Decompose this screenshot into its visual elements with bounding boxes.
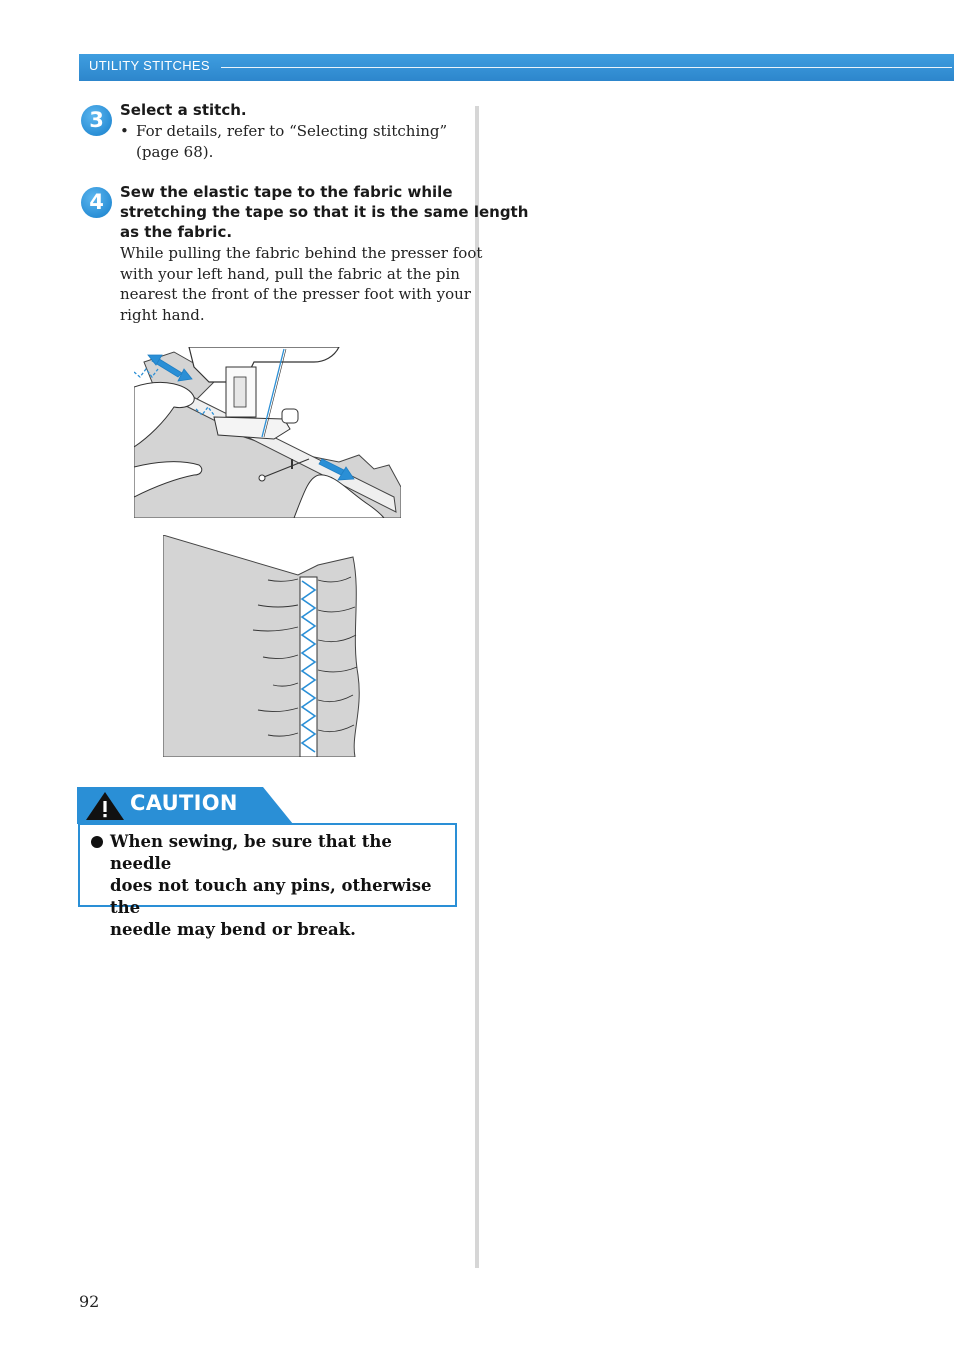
step-3-bullet-line-2: (page 68).	[136, 142, 214, 161]
presser-foot	[214, 417, 290, 439]
page-number: 92	[79, 1292, 100, 1311]
bullet-mark: •	[120, 122, 129, 140]
fabric-panel	[163, 535, 359, 757]
step-3-title: Select a stitch.	[120, 101, 247, 119]
step-4-title-line-1: Sew the elastic tape to the fabric while	[120, 183, 453, 201]
step-3-bullet-line-1: For details, refer to “Selecting stitching”	[136, 122, 448, 140]
step-4-body-line-3: nearest the front of the presser foot with your	[120, 285, 471, 303]
caution-line-3: needle may bend or break.	[110, 920, 356, 939]
header-rule	[221, 67, 952, 68]
caution-title: CAUTION	[130, 791, 238, 815]
gathered-fabric-illustration	[163, 535, 363, 757]
step-4-body-line-4: right hand.	[120, 305, 205, 324]
caution-line-1: When sewing, be sure that the needle	[110, 832, 392, 873]
step-3-bullet	[120, 121, 129, 142]
caution-bullet-dot	[91, 836, 103, 848]
column-divider	[475, 106, 479, 1268]
step-3-badge: 3	[81, 105, 112, 136]
step-4-badge: 4	[81, 187, 112, 218]
caution-text	[110, 831, 445, 941]
section-label: UTILITY STITCHES	[89, 58, 210, 73]
section-header-bar	[79, 54, 954, 81]
step-4-body-line-1: While pulling the fabric behind the presser foot	[120, 244, 483, 262]
step-4-title-line-3: as the fabric.	[120, 223, 233, 241]
caution-line-2: does not touch any pins, otherwise the	[110, 876, 432, 917]
step-4-body-line-2: with your left hand, pull the fabric at the pin	[120, 264, 460, 283]
step-4-title-line-2: stretching the tape so that it is the same length	[120, 203, 529, 221]
sewing-illustration	[134, 347, 401, 518]
